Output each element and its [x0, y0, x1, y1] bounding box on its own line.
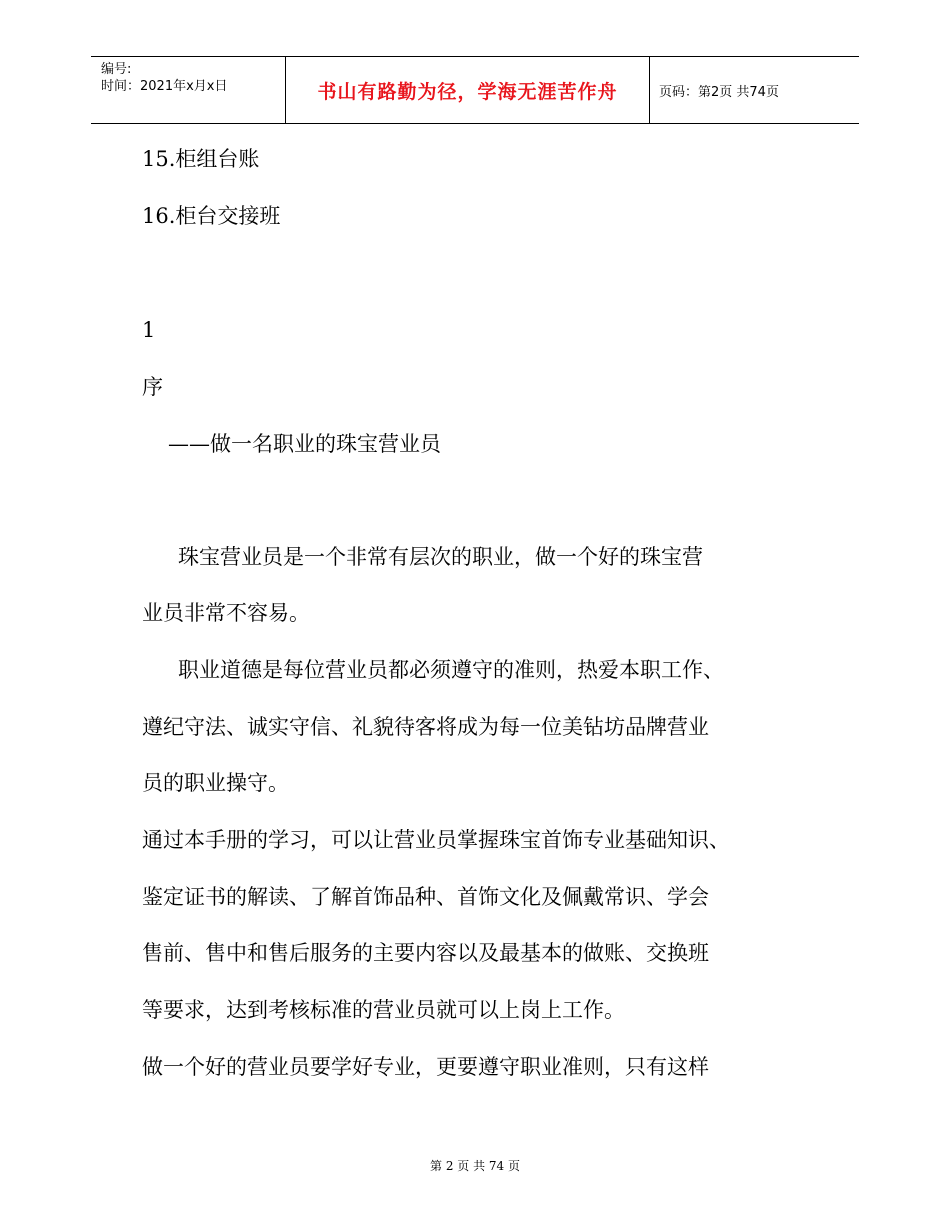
subtitle: ——做一名职业的珠宝营业员: [168, 432, 441, 456]
paragraph-line: 业员非常不容易。: [142, 601, 310, 625]
paragraph-line: 鉴定证书的解读、了解首饰品种、首饰文化及佩戴常识、学会: [142, 885, 709, 909]
header-divider: [649, 57, 650, 123]
section-number: 1: [142, 318, 156, 342]
number-label: 编号:: [101, 62, 132, 77]
paragraph-line: 售前、售中和售后服务的主要内容以及最基本的做账、交换班: [142, 941, 709, 965]
page-footer: 第 2 页 共 74 页: [430, 1159, 520, 1173]
toc-item: 16.柜台交接班: [142, 204, 281, 228]
paragraph-line: 等要求，达到考核标准的营业员就可以上岗上工作。: [142, 998, 625, 1022]
header-motto: 书山有路勤为径，学海无涯苦作舟: [317, 80, 618, 103]
toc-item: 15.柜组台账: [142, 147, 260, 171]
paragraph-line: 做一个好的营业员要学好专业，更要遵守职业准则，只有这样: [142, 1055, 709, 1079]
paragraph-line: 职业道德是每位营业员都必须遵守的准则，热爱本职工作、: [178, 658, 724, 682]
page-header: [91, 56, 859, 124]
paragraph-line: 珠宝营业员是一个非常有层次的职业，做一个好的珠宝营: [178, 545, 703, 569]
time-label: 时间：2021年x月x日: [101, 79, 228, 94]
paragraph-line: 遵纪守法、诚实守信、礼貌待客将成为每一位美钻坊品牌营业: [142, 715, 709, 739]
header-page-info: 页码：第2页 共74页: [659, 84, 779, 100]
header-meta: [101, 61, 227, 95]
section-title: 序: [142, 375, 163, 399]
paragraph-line: 员的职业操守。: [142, 771, 289, 795]
paragraph-line: 通过本手册的学习，可以让营业员掌握珠宝首饰专业基础知识、: [142, 828, 730, 852]
